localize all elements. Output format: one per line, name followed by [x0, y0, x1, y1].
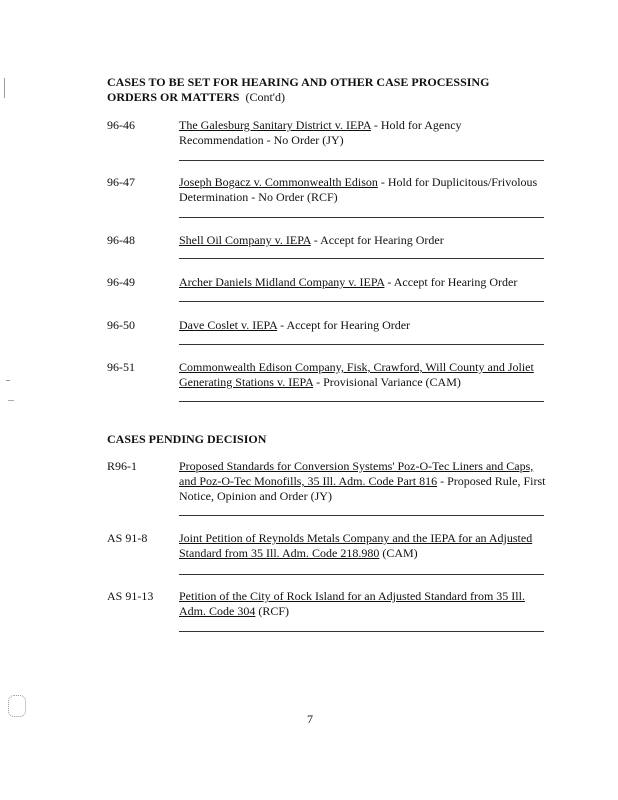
- signature-rule: [179, 258, 544, 259]
- case-status: (RCF): [255, 604, 290, 618]
- case-description: [179, 360, 547, 390]
- case-title: Dave Coslet v. IEPA: [179, 318, 278, 332]
- case-description: [179, 589, 547, 619]
- case-status: - Proposed Rule, First Notice, Opinion and Order (JY): [179, 474, 546, 503]
- case-number: 96-50: [107, 318, 135, 332]
- case-status: - Provisional Variance (CAM): [313, 375, 461, 389]
- case-title: Shell Oil Company v. IEPA: [179, 233, 311, 247]
- case-description: [179, 275, 547, 290]
- case-number: 96-46: [107, 118, 135, 132]
- case-title: Joseph Bogacz v. Commonwealth Edison: [179, 175, 378, 189]
- signature-rule: [179, 217, 544, 218]
- scan-mark: [8, 695, 26, 717]
- signature-rule: [179, 515, 544, 516]
- signature-rule: [179, 344, 544, 345]
- section-heading-hearing: [107, 75, 489, 105]
- case-status: - Accept for Hearing Order: [277, 318, 411, 332]
- signature-rule: [179, 301, 544, 302]
- case-title: Petition of the City of Rock Island for an Adjusted Standard from 35 Ill. Adm. Code 304: [179, 589, 525, 618]
- case-title: Commonwealth Edison Company, Fisk, Crawford, Will County and Joliet Generating Stations v. IEPA: [179, 360, 534, 389]
- signature-rule: [179, 401, 544, 402]
- case-description: [179, 118, 547, 148]
- case-number: 96-49: [107, 275, 135, 289]
- case-status: (CAM): [379, 546, 418, 560]
- page-number: 7: [307, 712, 313, 726]
- case-title: The Galesburg Sanitary District v. IEPA: [179, 118, 371, 132]
- case-number: AS 91-13: [107, 589, 154, 603]
- case-title: Joint Petition of Reynolds Metals Company and the IEPA for an Adjusted Standard from 35 Ill. Adm. Code 218.980: [179, 531, 533, 560]
- signature-rule: [179, 574, 544, 575]
- case-status: - Hold for Duplicitous/Frivolous Determination - No Order (RCF): [179, 175, 538, 204]
- case-status: - Accept for Hearing Order: [310, 233, 444, 247]
- case-number: 96-48: [107, 233, 135, 247]
- scan-mark: [4, 78, 9, 98]
- scan-mark: [6, 380, 10, 385]
- case-number: 96-51: [107, 360, 135, 374]
- case-status: - Hold for Agency Recommendation - No Order (JY): [179, 118, 462, 147]
- case-number: AS 91-8: [107, 531, 148, 545]
- case-title: Archer Daniels Midland Company v. IEPA: [179, 275, 385, 289]
- case-title: Proposed Standards for Conversion Systems' Poz-O-Tec Liners and Caps, and Poz-O-Tec Monofills, 35 Ill. Adm. Code Part 816: [179, 459, 534, 488]
- section-heading-pending: CASES PENDING DECISION: [107, 432, 267, 446]
- cont-label: (Cont'd): [245, 90, 285, 104]
- case-description: [179, 175, 547, 205]
- case-description: [179, 459, 547, 504]
- section-heading-line1: CASES TO BE SET FOR HEARING AND OTHER CASE PROCESSING: [107, 75, 490, 89]
- signature-rule: [179, 160, 544, 161]
- scan-mark: [8, 400, 14, 407]
- case-description: [179, 233, 547, 248]
- case-number: 96-47: [107, 175, 135, 189]
- signature-rule: [179, 631, 544, 632]
- case-number: R96-1: [107, 459, 137, 473]
- section-heading-line2: ORDERS OR MATTERS (Cont'd): [107, 90, 285, 104]
- case-description: [179, 531, 547, 561]
- case-description: [179, 318, 547, 333]
- case-status: - Accept for Hearing Order: [384, 275, 518, 289]
